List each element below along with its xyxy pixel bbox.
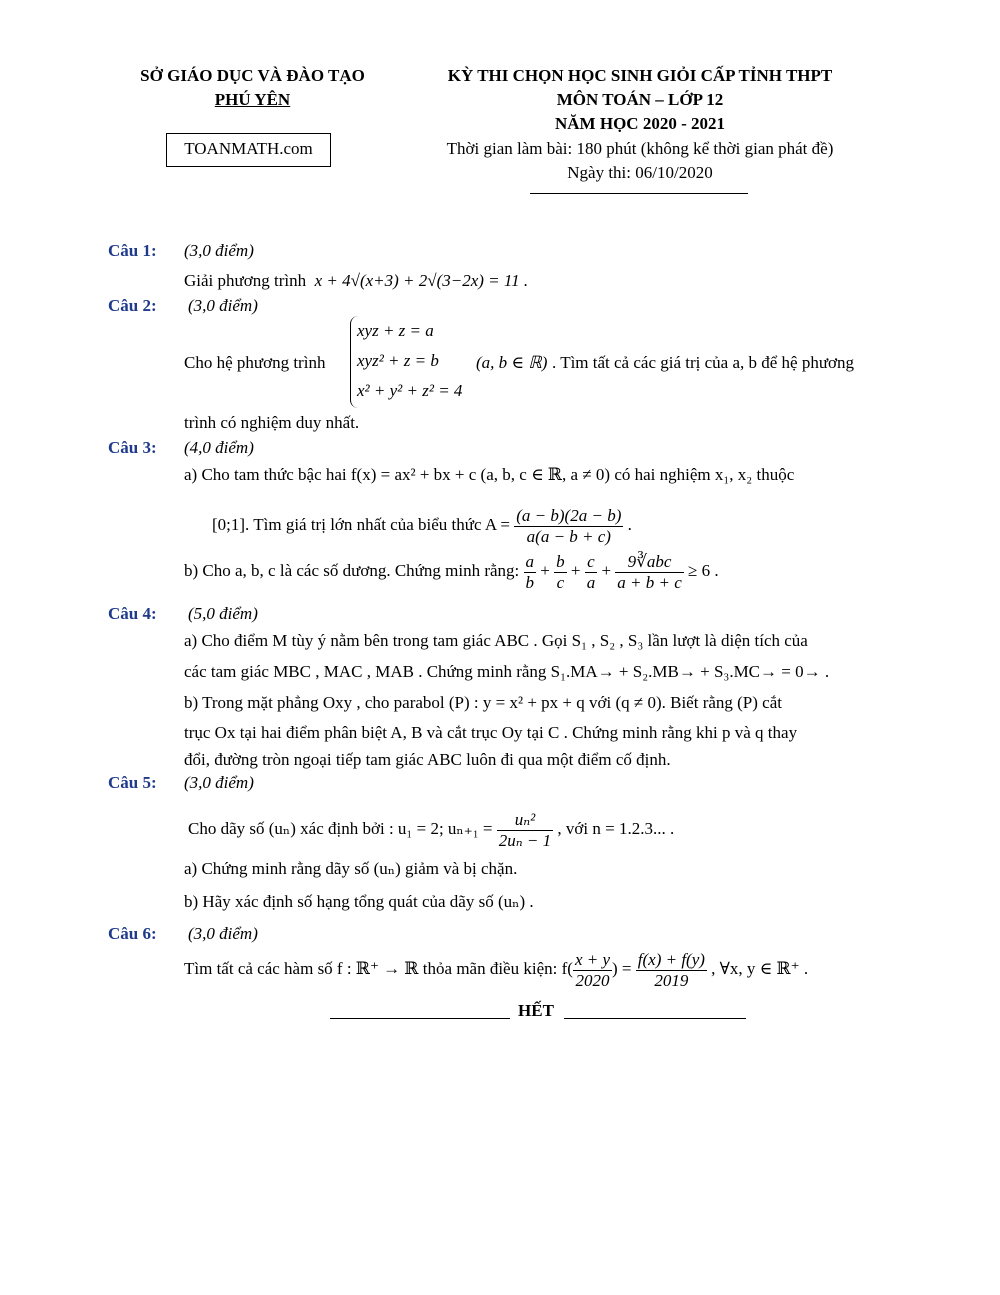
numerator: a bbox=[525, 552, 534, 571]
question-1-points: (3,0 điểm) bbox=[184, 241, 254, 260]
question-2-tail-2: trình có nghiệm duy nhất. bbox=[184, 413, 360, 432]
site-label: TOANMATH.com bbox=[184, 139, 313, 158]
question-2-points: (3,0 điểm) bbox=[188, 296, 258, 315]
fraction-A-denominator: a(a − b + c) bbox=[526, 526, 611, 546]
exam-title: KỲ THI CHỌN HỌC SINH GIỎI CẤP TỈNH THPT bbox=[447, 66, 833, 85]
question-3b-lead: b) Cho a, b, c là các số dương. Chứng minh rằng: bbox=[184, 560, 520, 580]
argument-fraction bbox=[573, 950, 612, 990]
question-5-label: Câu 5: bbox=[108, 773, 157, 792]
question-2-label: Câu 2: bbox=[108, 296, 157, 315]
question-6-tail: , ∀x, y ∈ ℝ⁺ . bbox=[711, 958, 809, 978]
question-3b: b) Cho a, b, c là các số dương. Chứng minh rằng: $\frac{a}{b}$ + $\frac{b}{c}$ + $\frac{c}{a}$ + $\frac{\text{9∛abc}}{a + b + c}$ ≥ 6 . bbox=[184, 552, 719, 592]
system-equation-1: xyz + z = a bbox=[357, 321, 434, 340]
question-2-condition: (a, b ∈ ℝ) bbox=[476, 353, 548, 372]
fraction-b-over-c bbox=[554, 552, 567, 592]
fraction-cube-root bbox=[615, 552, 684, 592]
province-name: PHÚ YÊN bbox=[214, 90, 291, 109]
question-4b-line-2: trục Ox tại hai điểm phân biệt A, B và cắt trục Oy tại C . Chứng minh rằng khi p và q thay bbox=[184, 723, 798, 742]
equals-sign: = bbox=[621, 958, 632, 978]
time-allowed: Thời gian làm bài: 180 phút (không kể thời gian phát đề) bbox=[446, 139, 834, 158]
question-5b: b) Hãy xác định số hạng tổng quát của dãy số (uₙ) . bbox=[184, 892, 534, 911]
question-4b-line-1: b) Trong mặt phẳng Oxy , cho parabol (P) : y = x² + px + q với (q ≠ 0). Biết rằng (P) cắt bbox=[184, 693, 782, 712]
question-2-tail: . Tìm tất cả các giá trị của a, b để hệ phương bbox=[552, 353, 855, 372]
question-5-lead: Cho dãy số (uₙ) xác định bởi : u₁ = 2; uₙ₊₁ = bbox=[188, 818, 493, 838]
recurrence-denominator: 2uₙ − 1 bbox=[498, 830, 552, 850]
question-5-points: (3,0 điểm) bbox=[184, 773, 254, 792]
question-6-points: (3,0 điểm) bbox=[188, 924, 258, 943]
question-5-definition bbox=[188, 810, 674, 850]
question-2-lead: Cho hệ phương trình bbox=[184, 353, 326, 372]
argument-numerator: x + y bbox=[574, 950, 610, 969]
question-4-label: Câu 4: bbox=[108, 604, 157, 623]
rhs-denominator: 2019 bbox=[654, 970, 689, 990]
question-5-tail: , với n = 1.2.3... . bbox=[557, 818, 675, 838]
numerator: 9∛abc bbox=[615, 552, 684, 573]
question-1-lead: Giải phương trình bbox=[184, 271, 307, 290]
school-year: NĂM HỌC 2020 - 2021 bbox=[555, 114, 725, 133]
department-name: SỞ GIÁO DỤC VÀ ĐÀO TẠO bbox=[140, 66, 365, 85]
question-6-lead: Tìm tất cả các hàm số f : ℝ⁺ → ℝ thỏa mãn điều kiện: f bbox=[184, 958, 568, 978]
recurrence-numerator: uₙ² bbox=[497, 810, 553, 831]
denominator: a bbox=[586, 572, 596, 592]
exam-date: Ngày thi: 06/10/2020 bbox=[567, 163, 713, 182]
question-3a-lead: [0;1]. Tìm giá trị lớn nhất của biểu thức A = bbox=[212, 514, 511, 534]
question-1-label: Câu 1: bbox=[108, 241, 157, 260]
question-2-system bbox=[350, 316, 462, 408]
question-3a-line-2: [0;1]. Tìm giá trị lớn nhất của biểu thức A = $\frac{(a - b)(2a - b)}{a(a - b + c)}$ . bbox=[212, 506, 632, 546]
question-5a: a) Chứng minh rằng dãy số (uₙ) giảm và bị chặn. bbox=[184, 859, 518, 878]
end-marker: HẾT bbox=[518, 1001, 554, 1020]
rhs-fraction bbox=[636, 950, 707, 990]
denominator: a + b + c bbox=[617, 572, 682, 592]
question-3-label: Câu 3: bbox=[108, 438, 157, 457]
question-4-points: (5,0 điểm) bbox=[188, 604, 258, 623]
question-3a-line-1: a) Cho tam thức bậc hai f(x) = ax² + bx + c (a, b, c ∈ ℝ, a ≠ 0) có hai nghiệm x₁, x₂ thuộc bbox=[184, 465, 795, 484]
question-6-condition: Tìm tất cả các hàm số f : ℝ⁺ → ℝ thỏa mãn điều kiện: f( $\frac{x + y}{2020}$ ) = $\frac{f(x) + f(y)}{2019}$ , ∀x, y ∈ ℝ⁺ . bbox=[184, 950, 809, 990]
fraction-c-over-a bbox=[585, 552, 598, 592]
footer-rule-left bbox=[330, 1018, 510, 1019]
rhs-numerator: f(x) + f(y) bbox=[637, 950, 705, 969]
argument-denominator: 2020 bbox=[575, 970, 610, 990]
subject-title: MÔN TOÁN – LỚP 12 bbox=[556, 90, 724, 109]
question-3-points: (4,0 điểm) bbox=[184, 438, 254, 457]
denominator: c bbox=[556, 572, 565, 592]
numerator: c bbox=[585, 552, 598, 573]
fraction-A bbox=[514, 506, 623, 546]
question-4b-line-3: đổi, đường tròn ngoại tiếp tam giác ABC luôn đi qua một điểm cố định. bbox=[184, 750, 671, 769]
recurrence-fraction bbox=[497, 810, 553, 850]
fraction-A-numerator: (a − b)(2a − b) bbox=[516, 506, 622, 525]
system-equation-3: x² + y² + z² = 4 bbox=[357, 381, 463, 400]
inequality-tail: ≥ 6 . bbox=[688, 560, 719, 580]
question-4a-line-1: a) Cho điểm M tùy ý nằm bên trong tam giác ABC . Gọi S₁ , S₂ , S₃ lần lượt là diện tích của bbox=[184, 631, 808, 650]
numerator: b bbox=[556, 552, 565, 571]
denominator: b bbox=[525, 572, 534, 592]
question-4a-line-2: các tam giác MBC , MAC , MAB . Chứng minh rằng S₁.MA→ + S₂.MB→ + S₃.MC→ = 0→ . bbox=[184, 662, 830, 681]
question-1-equation: x + 4√(x+3) + 2√(3−2x) = 11 . bbox=[314, 271, 529, 290]
footer-rule-right bbox=[564, 1018, 746, 1019]
system-equation-2: xyz² + z = b bbox=[357, 351, 439, 370]
question-6-label: Câu 6: bbox=[108, 924, 157, 943]
question-1-text bbox=[184, 271, 528, 291]
header-divider bbox=[530, 193, 748, 194]
fraction-a-over-b bbox=[524, 552, 537, 592]
